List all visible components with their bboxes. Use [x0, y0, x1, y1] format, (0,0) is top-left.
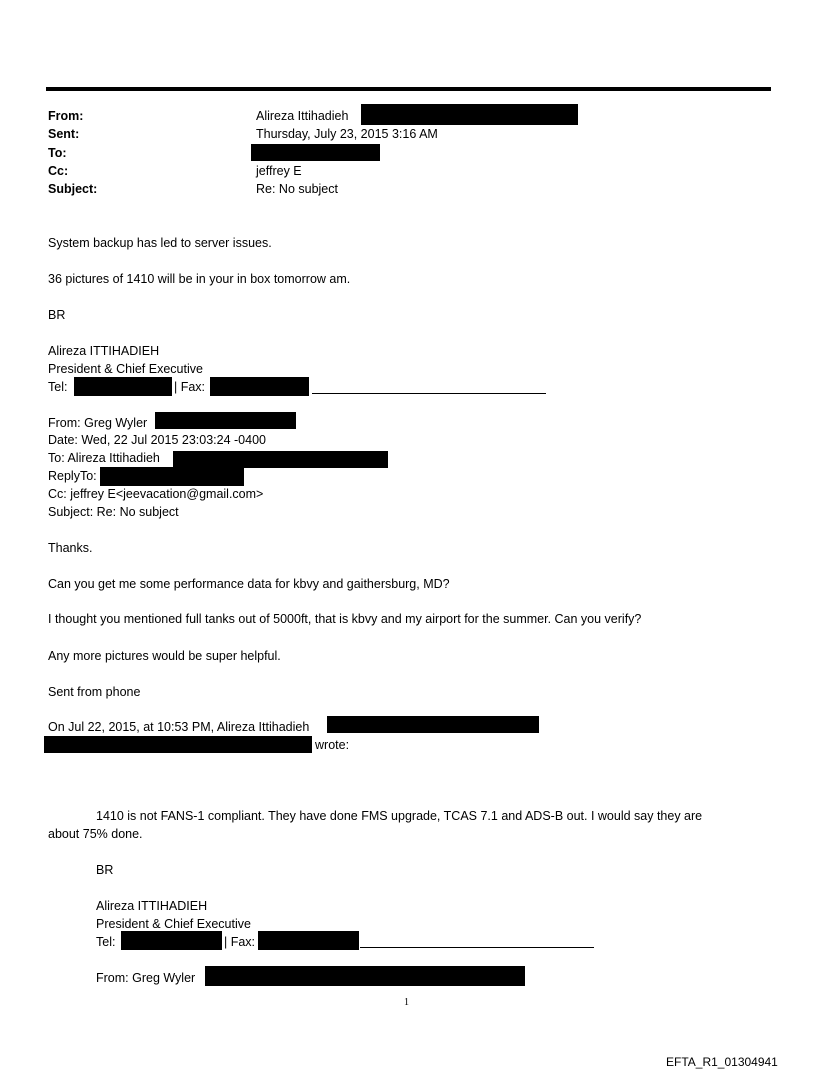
from-value: Alireza Ittihadieh [256, 109, 349, 123]
redaction-block [210, 377, 309, 396]
body-line: 1410 is not FANS-1 compliant. They have done FMS upgrade, TCAS 7.1 and ADS-B out. I would say they are [96, 809, 703, 823]
signature-tel: Tel: [48, 380, 68, 394]
redaction-block [173, 451, 388, 468]
signature-underline [312, 393, 546, 394]
signature-name: Alireza ITTIHADIEH [96, 899, 208, 913]
to-label: To: [48, 146, 67, 160]
quoted-cc: Cc: jeffrey E<jeevacation@gmail.com> [48, 487, 264, 501]
redaction-block [155, 412, 296, 429]
redaction-block [100, 467, 244, 486]
body-line: 36 pictures of 1410 will be in your in box tomorrow am. [48, 272, 351, 286]
page-number: 1 [404, 997, 409, 1008]
body-line: System backup has led to server issues. [48, 236, 272, 250]
quoted-from: From: Greg Wyler [48, 416, 148, 430]
quoted-date: Date: Wed, 22 Jul 2015 23:03:24 -0400 [48, 433, 266, 447]
signature-fax: | Fax: [174, 380, 206, 394]
body-line: about 75% done. [48, 827, 143, 841]
quoted-from: From: Greg Wyler [96, 971, 196, 985]
redaction-block [258, 931, 359, 950]
signature-underline [360, 947, 594, 948]
on-wrote-line: On Jul 22, 2015, at 10:53 PM, Alireza Ittihadieh [48, 720, 310, 734]
body-line: I thought you mentioned full tanks out of 5000ft, that is kbvy and my airport for the summer. Can you verify? [48, 612, 642, 626]
sent-label: Sent: [48, 127, 80, 141]
signature-title: President & Chief Executive [48, 362, 203, 376]
redaction-block [121, 931, 222, 950]
header-rule [46, 87, 771, 91]
quoted-replyto: ReplyTo: [48, 469, 97, 483]
redaction-block [205, 966, 525, 986]
signature-name: Alireza ITTIHADIEH [48, 344, 160, 358]
signature-tel: Tel: [96, 935, 116, 949]
document-id: EFTA_R1_01304941 [666, 1055, 778, 1069]
redaction-block [251, 144, 380, 161]
redaction-block [361, 104, 578, 125]
body-line: Can you get me some performance data for kbvy and gaithersburg, MD? [48, 577, 450, 591]
body-line: Sent from phone [48, 685, 141, 699]
wrote-label: wrote: [315, 738, 350, 752]
redaction-block [44, 736, 312, 753]
subject-value: Re: No subject [256, 182, 338, 196]
body-line: BR [96, 863, 114, 877]
redaction-block [327, 716, 539, 733]
signature-title: President & Chief Executive [96, 917, 251, 931]
sent-value: Thursday, July 23, 2015 3:16 AM [256, 127, 438, 141]
subject-label: Subject: [48, 182, 98, 196]
cc-value: jeffrey E [256, 164, 302, 178]
cc-label: Cc: [48, 164, 69, 178]
body-line: BR [48, 308, 66, 322]
redaction-block [74, 377, 172, 396]
quoted-to: To: Alireza Ittihadieh [48, 451, 160, 465]
from-label: From: [48, 109, 84, 123]
body-line: Thanks. [48, 541, 93, 555]
body-line: Any more pictures would be super helpful. [48, 649, 281, 663]
signature-fax: | Fax: [224, 935, 256, 949]
quoted-subject: Subject: Re: No subject [48, 505, 179, 519]
